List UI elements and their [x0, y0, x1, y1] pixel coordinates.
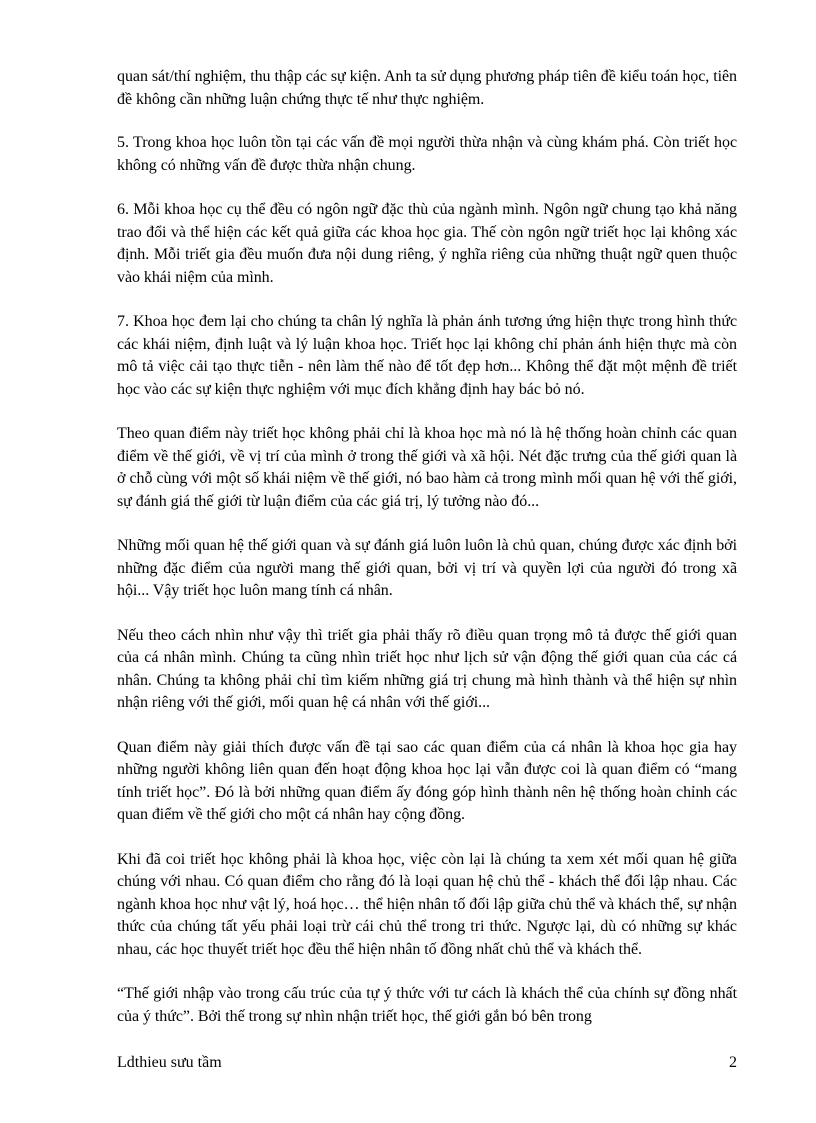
- document-body: [117, 66, 737, 1050]
- paragraph-continuation: quan sát/thí nghiệm, thu thập các sự kiện. Anh ta sử dụng phương pháp tiên đề kiểu toán học, tiên đề không cần những luận chứng thực tế như thực nghiệm.: [117, 68, 737, 108]
- paragraph-point-7: 7. Khoa học đem lại cho chúng ta chân lý nghĩa là phản ánh tương ứng hiện thực trong hình thức các khái niệm, định luật và lý luận khoa học. Triết học lại không chỉ phản ánh hiện thực mà còn mô tả việc cải tạo thực tiễn - nên làm thế nào để tốt đẹp hơn... Không thể đặt một mệnh đề triết học vào các sự kiện thực nghiệm với mục đích khẳng định hay bác bỏ nó.: [117, 313, 737, 398]
- paragraph-subject-object: Khi đã coi triết học không phải là khoa học, việc còn lại là chúng ta xem xét mối quan hệ giữa chúng với nhau. Có quan điểm cho rằng đó là loại quan hệ chủ thể - khách thể đối lập nhau. Các ngành khoa học như vật lý, hoá học… thể hiện nhân tố đối lập giữa chủ thể và khách thể, sự nhận thức của chúng tất yếu phải loại trừ cái chủ thể trong tri thức. Ngược lại, dù có những sự khác nhau, các học thuyết triết học đều thể hiện nhân tố đồng nhất chủ thể và khách thể.: [117, 850, 737, 958]
- page-number: 2: [729, 1054, 737, 1071]
- footer-source: Ldthieu sưu tầm: [117, 1054, 222, 1071]
- paragraph-personal-view: Nếu theo cách nhìn như vậy thì triết gia phải thấy rõ điều quan trọng mô tả được thế giới quan của cá nhân mình. Chúng ta cũng nhìn triết học như lịch sử vận động thế giới quan của các cá nhân. Chúng ta không phải chỉ tìm kiếm những giá trị chung mà hình thành và thể hiện sự nhìn nhận riêng với thế giới, mối quan hệ cá nhân với thế giới...: [117, 626, 737, 711]
- paragraph-point-6: 6. Mỗi khoa học cụ thể đều có ngôn ngữ đặc thù của ngành mình. Ngôn ngữ chung tạo khả năng trao đổi và thể hiện các kết quả giữa các khoa học gia. Thế còn ngôn ngữ triết học lại không xác định. Mỗi triết gia đều muốn đưa nội dung riêng, ý nghĩa riêng của những thuật ngữ quen thuộc vào khái niệm của mình.: [117, 201, 737, 286]
- paragraph-point-5: 5. Trong khoa học luôn tồn tại các vấn đề mọi người thừa nhận và cùng khám phá. Còn triết học không có những vấn đề được thừa nhận chung.: [117, 134, 737, 174]
- paragraph-worldview: Theo quan điểm này triết học không phải chỉ là khoa học mà nó là hệ thống hoàn chỉnh các quan điểm về thế giới, về vị trí của mình ở trong thế giới và xã hội. Nét đặc trưng của thế giới quan là ở chỗ cùng với một số khái niệm về thế giới, nó bao hàm cả trong mình mối quan hệ với thế giới, sự đánh giá thế giới từ luận điểm của các giá trị, lý tưởng nào đó...: [117, 425, 737, 510]
- paragraph-subjective: Những mối quan hệ thế giới quan và sự đánh giá luôn luôn là chủ quan, chúng được xác định bởi những đặc điểm của người mang thế giới quan, bởi vị trí và quyền lợi của người đó trong xã hội... Vậy triết học luôn mang tính cá nhân.: [117, 537, 737, 599]
- page-footer: [117, 1052, 737, 1074]
- paragraph-explanation: Quan điểm này giải thích được vấn đề tại sao các quan điểm của cá nhân là khoa học gia hay những người không liên quan đến hoạt động khoa học lại vẫn được coi là quan điểm có “mang tính triết học”. Đó là bởi những quan điểm ấy đóng góp hình thành nên hệ thống hoàn chỉnh các quan điểm về thế giới cho một cá nhân hay cộng đồng.: [117, 738, 737, 823]
- paragraph-quote: “Thế giới nhập vào trong cấu trúc của tự ý thức với tư cách là khách thể của chính sự đồng nhất của ý thức”. Bởi thế trong sự nhìn nhận triết học, thế giới gắn bó bên trong: [117, 985, 737, 1025]
